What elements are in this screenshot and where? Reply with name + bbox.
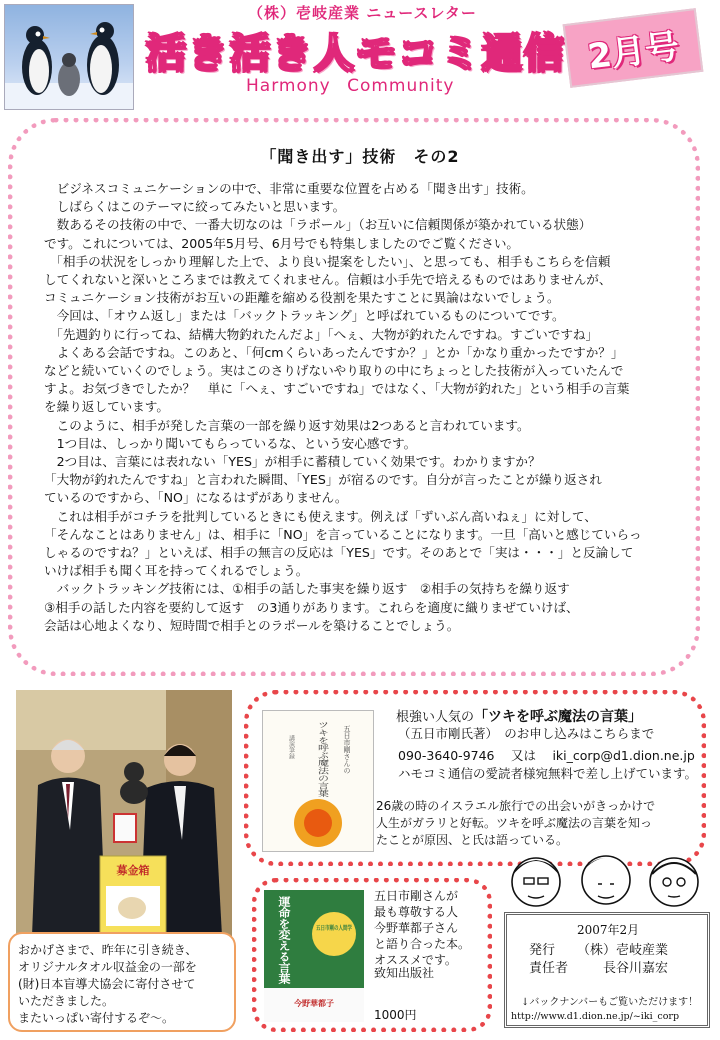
promo-story-line: たことが原因、と氏は語っている。 [376, 833, 569, 847]
article-line: しばらくはこのテーマに絞ってみたいと思います。 [44, 199, 346, 215]
book-cover-title: ツキを呼ぶ魔法の言葉 [316, 721, 330, 831]
imprint-box [504, 912, 710, 1028]
company-newsletter-label: （株）壱岐産業 ニュースレター [248, 4, 477, 22]
book2-publisher: 致知出版社 [374, 966, 435, 980]
caption-line: (財)日本盲導犬協会に寄付させて [18, 977, 196, 991]
issue-badge [563, 8, 704, 88]
article-line: ビジネスコミュニケーションの中で、非常に重要な位置を占める「聞き出す」技術。 [44, 181, 534, 196]
article-line: 数あるその技術の中で、一番大切なのは「ラポール」（お互いに信頼関係が築かれている状態） [44, 217, 592, 233]
book-cover-art [263, 711, 373, 851]
article-line: しゃるのですね？」といえば、相手の無言の反応は「YES」です。そのあとで「実は・・・」と反論して [44, 545, 634, 561]
book-cover-unmei [264, 890, 364, 1022]
donation-ceremony-photo [16, 690, 232, 936]
article-line: 「そんなことはありません」は、相手に「NO」を言っていることになります。一旦「高いと感じていらっ [44, 526, 642, 542]
promo-headline-prefix: 根強い人気の [396, 710, 475, 725]
book-cover-tsuki [262, 710, 374, 852]
article-line: 「先週釣りに行ってね、結構大物釣れたんだよ」「へぇ、大物が釣れたんですね。すごいですね」 [44, 326, 599, 342]
book2-description [374, 888, 486, 968]
book-cover-publisher: 講演筆録 [287, 735, 295, 759]
donation-caption [8, 932, 236, 1032]
promo-story-line: 26歳の時のイスラエル旅行での出会いがきっかけで [376, 799, 656, 813]
article-line: 1つ目は、しっかり聞いてもらっているな、という安心感です。 [44, 435, 417, 451]
promo-headline [396, 706, 642, 726]
article-line: ③相手の話した内容を要約して返す の3通りがあります。これらを適度に織りまぜていけば、 [44, 599, 579, 615]
newsletter-title: 活き活き人モコミ通信 [146, 31, 566, 77]
article-line: バックトラッキング技術には、①相手の話した事実を繰り返す ②相手の気持ちを繰り返す [44, 581, 570, 597]
newsletter-subtitle: Harmony Community [246, 76, 455, 96]
article-line: を繰り返しています。 [44, 399, 169, 415]
book2-desc-line: 五日市剛さんが [374, 889, 459, 903]
promo-offer-line: ハモコミ通信の愛読者様宛無料で差し上げています。 [398, 766, 698, 781]
book2-cover-badge: 五日市剛の人間学 [316, 925, 364, 932]
caption-line: またいっぱい寄付するぞ〜。 [18, 1011, 175, 1025]
book2-cover-art [264, 890, 364, 1022]
book-cover-author: 五日市剛さんの [343, 725, 351, 774]
article-line: 今回は、「オウム返し」または「バックトラッキング」と呼ばれているものについてです。 [44, 308, 565, 324]
book2-desc-line: と語り合った本。 [374, 937, 471, 951]
article-body [44, 180, 678, 635]
imprint-url-link[interactable]: http://www.d1.dion.ne.jp/~iki_corp [511, 1011, 680, 1022]
book2-price: 1000円 [374, 1008, 417, 1022]
book2-cover-title: 運命を変える言葉 [277, 896, 291, 992]
article-line: 「相手の状況をしっかり理解した上で、より良い提案をしたい」、と思っても、相手もこちらを信頼 [44, 253, 611, 269]
book2-cover-person: 今野華都子 [294, 999, 334, 1008]
article-line: これは相手がコチラを批判しているときにも使えます。例えば「ずいぶん高いねぇ」に対して、 [44, 508, 597, 524]
article-line: コミュニケーション技術がお互いの距離を縮める役割を果たすことに異論はないでしょう。 [44, 290, 560, 306]
imprint-backnumber-note: ↓バックナンバーもご覧いただけます！ [521, 997, 699, 1008]
article-line: 会話は心地よくなり、短時間で相手とのラポールを築けることでしょう。 [44, 617, 460, 633]
penguin-photo [4, 4, 134, 110]
article-line: などと続いていくのでしょう。実はこのさりげないやり取りの中にちょっとした技術が入っていたんで [44, 363, 624, 379]
caption-line: オリジナルタオル収益金の一部を [18, 960, 197, 974]
imprint-editor-label: 責任者 [529, 961, 569, 976]
article-line: いけば相手も聞く耳を持ってくれるでしょう。 [44, 563, 309, 579]
staff-cartoon-illustration [498, 840, 712, 920]
article-line: ているのですから、「NO」になるはずがありません。 [44, 490, 348, 506]
caption-line: おかげさまで、昨年に引き続き、 [18, 943, 198, 957]
caption-line: いただきました。 [18, 994, 115, 1008]
promo-author-line: （五日市剛氏著） のお申し込みはこちらまで [398, 726, 655, 741]
promo-contact-line: 090-3640-9746 又は iki_corp@d1.dion.ne.jp [398, 748, 695, 763]
article-line: よくある会話ですね。このあと、「何cmくらいあったんですか？」とか「かなり重かったですか？」 [44, 344, 624, 360]
imprint-date: 2007年2月 [577, 923, 640, 937]
article-line: です。これについては、2005年5月号、6月号でも特集しましたのでご覧ください。 [44, 235, 520, 251]
book2-desc-line: オススメです。 [374, 953, 457, 967]
imprint-publisher-label: 発行 [529, 943, 556, 958]
article-line: してくれないと深いところまでは教えてくれません。信頼は小手先で培えるものではありませんが、 [44, 272, 612, 288]
penguins-illustration [5, 5, 133, 109]
issue-month: 2月号 [585, 26, 682, 77]
article-line: 2つ目は、言葉には表れない「YES」が相手に蓄積していく効果です。わかりますか？ [44, 454, 541, 470]
promo-book-title: 「ツキを呼ぶ魔法の言葉」 [474, 709, 643, 725]
article-line: 「大物が釣れたんですね」と言われた瞬間、「YES」が宿るのです。自分が言ったことが繰り返され [44, 472, 602, 488]
imprint-editor-name: 長谷川嘉宏 [603, 961, 669, 976]
staff-cartoon [498, 840, 712, 920]
book2-desc-line: 最も尊敬する人 [374, 905, 459, 919]
article-line: このように、相手が発した言葉の一部を繰り返す効果は2つあると言われています。 [44, 417, 530, 433]
imprint-publisher-name: （株）壱岐産業 [577, 943, 669, 958]
donation-box-label: 募金箱 [116, 864, 150, 877]
promo-story-line: 人生がガラリと好転。ツキを呼ぶ魔法の言葉を知っ [376, 816, 653, 830]
article-title: 「聞き出す」技術 その2 [260, 147, 460, 166]
book2-desc-line: 今野華都子さん [374, 921, 459, 935]
ceremony-illustration [16, 690, 232, 936]
article-line: すよ。お気づきでしたか？ 単に「へぇ、すごいですね」ではなく、「大物が釣れた」という相手の言葉 [44, 381, 630, 397]
